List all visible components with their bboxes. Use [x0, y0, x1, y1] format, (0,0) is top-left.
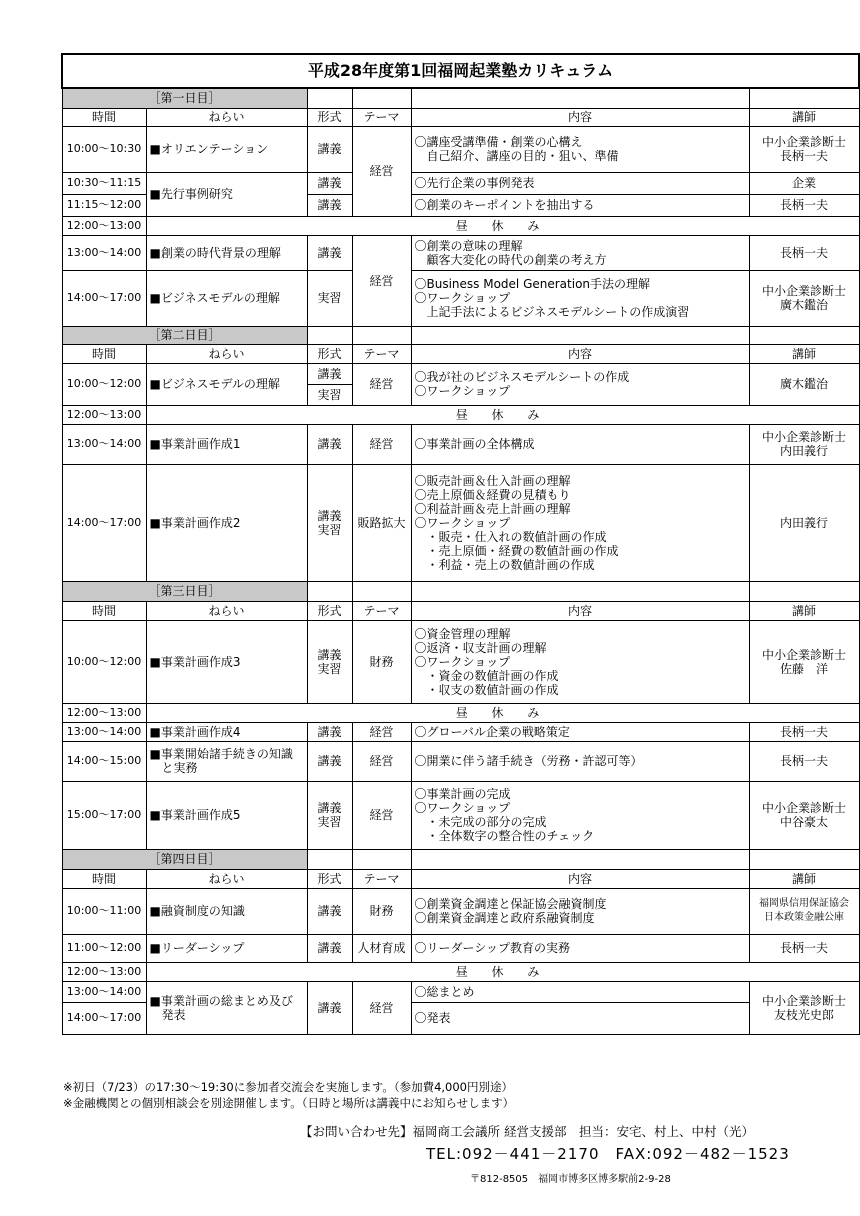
header-lecturer: 講師: [749, 108, 859, 126]
content-cell: 〇先行企業の事例発表: [411, 172, 749, 194]
tel-fax: TEL:092－441－2170 FAX:092－482－1523: [426, 1145, 790, 1163]
aim-cell: ■事業計画の総まとめ及び 発表: [146, 981, 307, 1034]
time-cell: 12:00～13:00: [62, 962, 146, 981]
day-label: ［第二日目］: [62, 326, 307, 344]
format-cell: 講義: [307, 981, 352, 1034]
content-cell: 〇発表: [411, 1002, 749, 1034]
aim-cell: ■リーダーシップ: [146, 934, 307, 962]
table-row: [62, 270, 859, 326]
format-cell: 講義: [307, 172, 352, 194]
theme-cell: 経営: [352, 235, 411, 326]
lecturer-cell: 中小企業診断士 内田義行: [749, 424, 859, 464]
header-content: 内容: [411, 108, 749, 126]
curriculum-table: [61, 53, 860, 1035]
format-cell: 講義: [307, 126, 352, 172]
table-row: [62, 722, 859, 741]
format-cell: 講義 実習: [307, 620, 352, 703]
lunch-row: [62, 962, 859, 981]
content-cell: 〇事業計画の完成 〇ワークショップ ・未完成の部分の完成 ・全体数字の整合性のチェック: [411, 781, 749, 849]
header-time: 時間: [62, 344, 146, 363]
table-row: [62, 741, 859, 781]
format-cell: 講義: [307, 741, 352, 781]
content-cell: 〇創業のキーポイントを抽出する: [411, 194, 749, 216]
content-cell: 〇我が社のビジネスモデルシートの作成 〇ワークショップ: [411, 363, 749, 405]
lecturer-cell: 中小企業診断士 廣木鑑治: [749, 270, 859, 326]
lunch-label: 昼 休 み: [146, 962, 859, 981]
lecturer-cell: 長柄一夫: [749, 194, 859, 216]
header-theme: テーマ: [352, 344, 411, 363]
time-cell: 12:00～13:00: [62, 216, 146, 235]
time-cell: 10:30～11:15: [62, 172, 146, 194]
lecturer-cell: 長柄一夫: [749, 722, 859, 741]
lecturer-cell: 企業: [749, 172, 859, 194]
aim-cell: ■事業計画作成1: [146, 424, 307, 464]
time-cell: 14:00～15:00: [62, 741, 146, 781]
lecturer-cell: 長柄一夫: [749, 741, 859, 781]
aim-cell: ■オリエンテーション: [146, 126, 307, 172]
table-row: [62, 464, 859, 581]
lunch-label: 昼 休 み: [146, 216, 859, 235]
header-aim: ねらい: [146, 869, 307, 888]
content-cell: 〇グローバル企業の戦略策定: [411, 722, 749, 741]
lecturer-cell: 中小企業診断士 中谷豪太: [749, 781, 859, 849]
table-row: [62, 424, 859, 464]
lecturer-cell: 長柄一夫: [749, 235, 859, 270]
format-cell: 講義 実習: [307, 781, 352, 849]
content-cell: 〇リーダーシップ教育の実務: [411, 934, 749, 962]
time-cell: 10:00～12:00: [62, 620, 146, 703]
time-cell: 13:00～14:00: [62, 424, 146, 464]
content-cell: 〇Business Model Generation手法の理解 〇ワークショップ 上記手法によるビジネスモデルシートの作成演習: [411, 270, 749, 326]
time-cell: 10:00～11:00: [62, 888, 146, 934]
theme-cell: 販路拡大: [352, 464, 411, 581]
table-row: [62, 981, 859, 1002]
header-aim: ねらい: [146, 344, 307, 363]
format-cell: 実習: [307, 270, 352, 326]
header-time: 時間: [62, 869, 146, 888]
content-cell: 〇開業に伴う諸手続き（労務・許認可等）: [411, 741, 749, 781]
theme-cell: 経営: [352, 741, 411, 781]
theme-cell: 経営: [352, 363, 411, 405]
postal-address: 〒812-8505 福岡市博多区博多駅前2-9-28: [470, 1174, 671, 1185]
format-cell: 講義: [307, 424, 352, 464]
format-cell: 講義: [307, 194, 352, 216]
content-cell: 〇創業資金調達と保証協会融資制度 〇創業資金調達と政府系融資制度: [411, 888, 749, 934]
header-content: 内容: [411, 344, 749, 363]
header-theme: テーマ: [352, 869, 411, 888]
lecturer-cell: 中小企業診断士 友枝光史郎: [749, 981, 859, 1034]
time-cell: 12:00～13:00: [62, 405, 146, 424]
table-row: [62, 781, 859, 849]
header-format: 形式: [307, 601, 352, 620]
table-row: [62, 363, 859, 384]
time-cell: 12:00～13:00: [62, 703, 146, 722]
aim-cell: ■ビジネスモデルの理解: [146, 363, 307, 405]
format-cell: 講義 実習: [307, 464, 352, 581]
table-row: [62, 620, 859, 703]
format-cell: 講義: [307, 888, 352, 934]
page-title: 平成28年度第1回福岡起業塾カリキュラム: [62, 54, 859, 88]
theme-cell: 経営: [352, 781, 411, 849]
theme-cell: 財務: [352, 620, 411, 703]
header-format: 形式: [307, 108, 352, 126]
header-format: 形式: [307, 869, 352, 888]
header-aim: ねらい: [146, 601, 307, 620]
theme-cell: 経営: [352, 981, 411, 1034]
header-time: 時間: [62, 108, 146, 126]
theme-cell: 財務: [352, 888, 411, 934]
lecturer-cell: 福岡県信用保証協会 日本政策金融公庫: [749, 888, 859, 934]
header-theme: テーマ: [352, 601, 411, 620]
format-cell: 講義: [307, 235, 352, 270]
content-cell: 〇資金管理の理解 〇返済・収支計画の理解 〇ワークショップ ・資金の数値計画の作成 ・収支の数値計画の作成: [411, 620, 749, 703]
lunch-label: 昼 休 み: [146, 703, 859, 722]
table-row: [62, 934, 859, 962]
content-cell: 〇創業の意味の理解 顧客大変化の時代の創業の考え方: [411, 235, 749, 270]
lunch-label: 昼 休 み: [146, 405, 859, 424]
theme-cell: 人材育成: [352, 934, 411, 962]
header-format: 形式: [307, 344, 352, 363]
lecturer-cell: 廣木鑑治: [749, 363, 859, 405]
content-cell: 〇事業計画の全体構成: [411, 424, 749, 464]
format-cell: 実習: [307, 384, 352, 405]
aim-cell: ■融資制度の知識: [146, 888, 307, 934]
content-cell: 〇総まとめ: [411, 981, 749, 1002]
aim-cell: ■創業の時代背景の理解: [146, 235, 307, 270]
aim-cell: ■先行事例研究: [146, 172, 307, 216]
table-row: [62, 126, 859, 172]
format-cell: 講義: [307, 722, 352, 741]
lecturer-cell: 中小企業診断士 佐藤 洋: [749, 620, 859, 703]
contact-info: 【お問い合わせ先】福岡商工会議所 経営支援部 担当：安宅、村上、中村（光）: [300, 1124, 754, 1139]
format-cell: 講義: [307, 934, 352, 962]
time-cell: 13:00～14:00: [62, 722, 146, 741]
aim-cell: ■事業開始諸手続きの知識 と実務: [146, 741, 307, 781]
aim-cell: ■事業計画作成4: [146, 722, 307, 741]
time-cell: 13:00～14:00: [62, 235, 146, 270]
footnote: ※初日（7/23）の17:30～19:30に参加者交流会を実施します。（参加費4,000円別途）: [63, 1080, 513, 1094]
table-row: [62, 888, 859, 934]
header-aim: ねらい: [146, 108, 307, 126]
table-row: [62, 172, 859, 194]
time-cell: 10:00～10:30: [62, 126, 146, 172]
time-cell: 15:00～17:00: [62, 781, 146, 849]
time-cell: 11:15～12:00: [62, 194, 146, 216]
lecturer-cell: 内田義行: [749, 464, 859, 581]
lunch-row: [62, 405, 859, 424]
header-theme: テーマ: [352, 108, 411, 126]
lunch-row: [62, 703, 859, 722]
header-lecturer: 講師: [749, 344, 859, 363]
header-content: 内容: [411, 869, 749, 888]
aim-cell: ■事業計画作成2: [146, 464, 307, 581]
aim-cell: ■事業計画作成3: [146, 620, 307, 703]
aim-cell: ■事業計画作成5: [146, 781, 307, 849]
header-time: 時間: [62, 601, 146, 620]
header-lecturer: 講師: [749, 601, 859, 620]
lunch-row: [62, 216, 859, 235]
theme-cell: 経営: [352, 722, 411, 741]
day-label: ［第一日目］: [62, 88, 307, 108]
time-cell: 14:00～17:00: [62, 1002, 146, 1034]
time-cell: 11:00～12:00: [62, 934, 146, 962]
content-cell: 〇販売計画＆仕入計画の理解 〇売上原価＆経費の見積もり 〇利益計画＆売上計画の理解 〇ワークショップ ・販売・仕入れの数値計画の作成 ・売上原価・経費の数値計画の作成 ・利益・売上の数値計画の作成: [411, 464, 749, 581]
time-cell: 14:00～17:00: [62, 464, 146, 581]
format-cell: 講義: [307, 363, 352, 384]
header-content: 内容: [411, 601, 749, 620]
aim-cell: ■ビジネスモデルの理解: [146, 270, 307, 326]
footnote: ※金融機関との個別相談会を別途開催します。（日時と場所は講義中にお知らせします）: [63, 1096, 515, 1110]
time-cell: 13:00～14:00: [62, 981, 146, 1002]
lecturer-cell: 長柄一夫: [749, 934, 859, 962]
theme-cell: 経営: [352, 424, 411, 464]
time-cell: 10:00～12:00: [62, 363, 146, 405]
day-label: ［第四日目］: [62, 849, 307, 869]
time-cell: 14:00～17:00: [62, 270, 146, 326]
content-cell: 〇講座受講準備・創業の心構え 自己紹介、講座の目的・狙い、準備: [411, 126, 749, 172]
footnotes: [63, 1079, 514, 1111]
header-lecturer: 講師: [749, 869, 859, 888]
table-row: [62, 235, 859, 270]
day-label: ［第三日目］: [62, 581, 307, 601]
theme-cell: 経営: [352, 126, 411, 216]
lecturer-cell: 中小企業診断士 長柄一夫: [749, 126, 859, 172]
